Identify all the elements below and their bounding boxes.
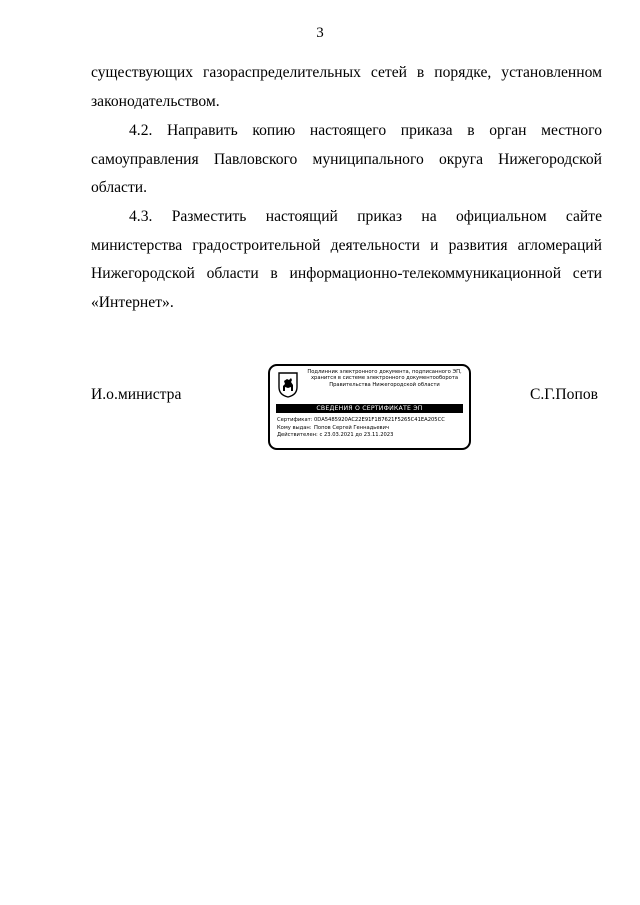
paragraph-text: 4.2. Направить копию настоящего приказа в орган местного самоуправления Павловского муниципального округа Нижегородской области. [91, 122, 602, 196]
paragraph-text: существующих газораспределительных сетей в порядке, установленном законодательством. [91, 64, 602, 110]
validity-value: с 23.03.2021 до 23.11.2023 [319, 432, 394, 439]
stamp-banner: СВЕДЕНИЯ О СЕРТИФИКАТЕ ЭП [276, 404, 463, 413]
electronic-signature-stamp [268, 364, 471, 450]
stamp-header [302, 369, 467, 388]
owner-value: Попов Сергей Геннадьевич [314, 424, 390, 431]
paragraph-4-2 [91, 117, 602, 203]
certificate-row [277, 417, 467, 425]
stamp-header-line: Подлинник электронного документа, подписанного ЭП, [307, 369, 462, 375]
coat-of-arms-icon [277, 372, 299, 398]
paragraph-4-3 [91, 203, 602, 317]
validity-row [277, 432, 467, 440]
signatory-position: И.о.министра [91, 386, 182, 403]
certificate-details [277, 417, 467, 440]
certificate-label: Сертификат: [277, 417, 313, 423]
stamp-header-line: хранится в системе электронного документооборота [310, 375, 459, 382]
paragraph-continuation [91, 59, 602, 116]
owner-label: Кому выдан: [277, 424, 312, 431]
stamp-header-line: Правительства Нижегородской области [329, 381, 440, 388]
page-number: 3 [316, 25, 324, 41]
validity-label: Действителен: [277, 432, 318, 439]
signatory-name: С.Г.Попов [529, 386, 598, 403]
paragraph-text: 4.3. Разместить настоящий приказ на официальном сайте министерства градостроительной деятельности и развития агломераций Нижегородской области в информационно-телекоммуникационной сети «Интернет». [91, 208, 602, 311]
certificate-value: 0DA5485920AC22E91F1B7621F5265C41EA205CC [314, 417, 445, 423]
